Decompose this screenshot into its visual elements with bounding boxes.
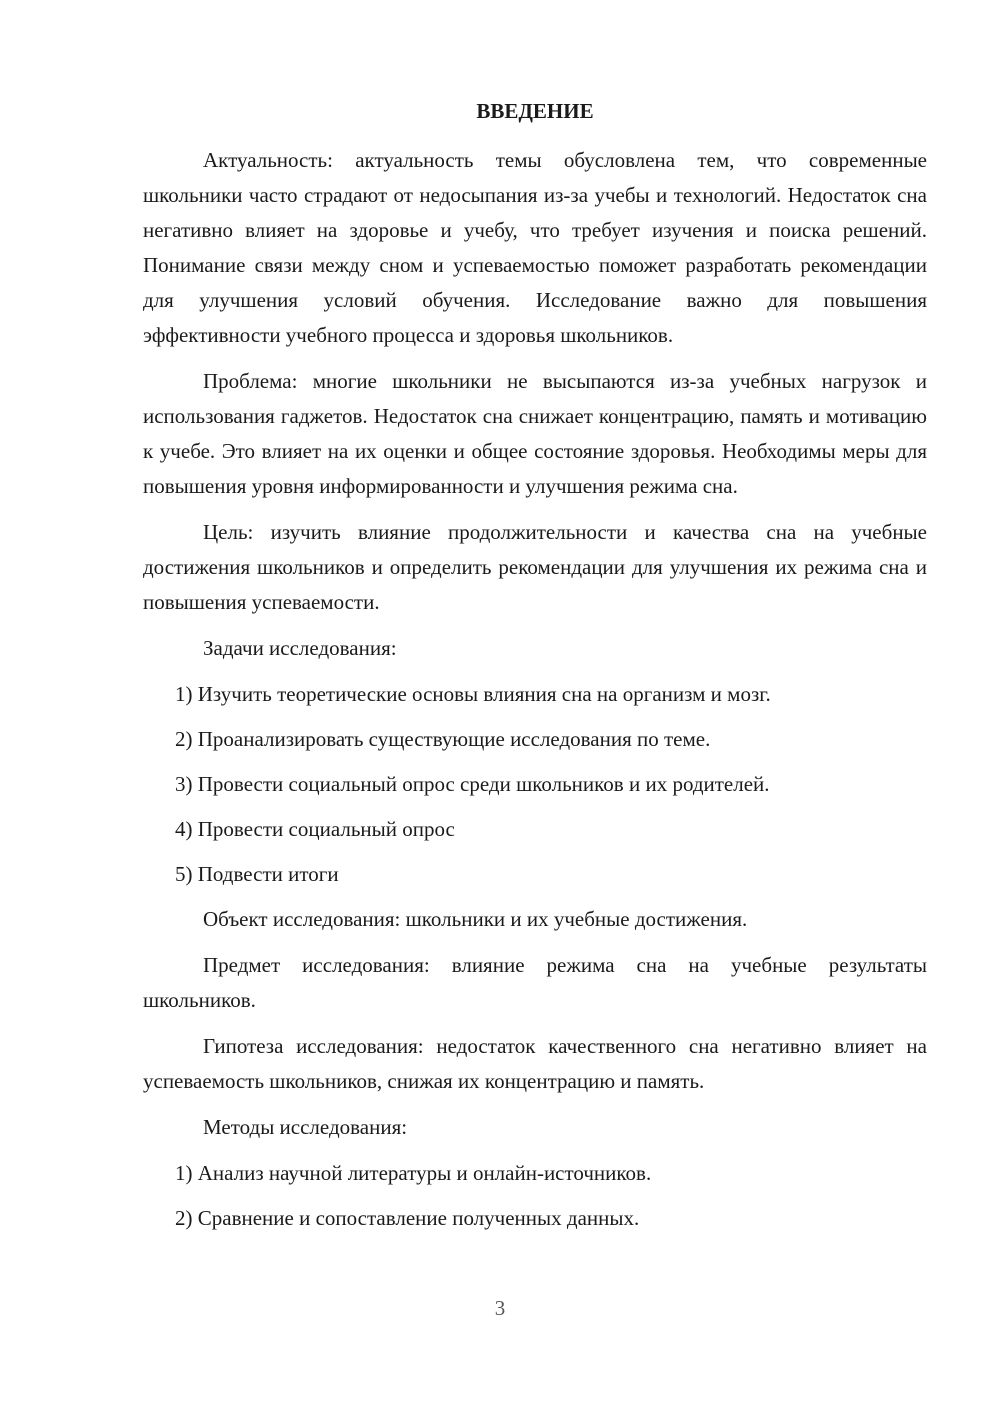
page-number: 3 xyxy=(494,1296,506,1320)
hypothesis-paragraph: Гипотеза исследования: недостаток качественного сна негативно влияет на успеваемость школьников, снижая их концентрацию и память. xyxy=(143,1034,927,1093)
list-item: 3) Провести социальный опрос среди школьников и их родителей. xyxy=(175,772,770,796)
problem-paragraph: Проблема: многие школьники не высыпаются из-за учебных нагрузок и использования гаджетов. Недостаток сна снижает концентрацию, память и мотивацию к учебе. Это влияет на их оценки и общее состояние здоровья. Необходимы меры для повышения уровня информированности и улучшения режима сна. xyxy=(143,369,927,498)
section-title: ВВЕДЕНИЕ xyxy=(476,99,594,123)
subject-paragraph: Предмет исследования: влияние режима сна на учебные результаты школьников. xyxy=(143,953,927,1012)
goal-paragraph: Цель: изучить влияние продолжительности и качества сна на учебные достижения школьников и определить рекомендации для улучшения их режима сна и повышения успеваемости. xyxy=(143,520,927,614)
tasks-list xyxy=(143,677,927,892)
list-item: 1) Анализ научной литературы и онлайн-источников. xyxy=(175,1161,652,1185)
list-item: 1) Изучить теоретические основы влияния сна на организм и мозг. xyxy=(175,682,771,706)
methods-list xyxy=(143,1156,927,1236)
tasks-heading: Задачи исследования: xyxy=(203,636,397,660)
list-item: 5) Подвести итоги xyxy=(175,862,339,886)
list-item: 2) Сравнение и сопоставление полученных данных. xyxy=(175,1206,640,1230)
methods-heading: Методы исследования: xyxy=(203,1115,408,1139)
list-item: 4) Провести социальный опрос xyxy=(175,817,455,841)
relevance-paragraph: Актуальность: актуальность темы обусловлена тем, что современные школьники часто страдают от недосыпания из-за учебы и технологий. Недостаток сна негативно влияет на здоровье и учебу, что требует изучения и поиска решений. Понимание связи между сном и успеваемостью поможет разработать рекомендации для улучшения условий обучения. Исследование важно для повышения эффективности учебного процесса и здоровья школьников. xyxy=(143,148,927,347)
list-item: 2) Проанализировать существующие исследования по теме. xyxy=(175,727,711,751)
document-page xyxy=(143,94,927,1246)
object-paragraph: Объект исследования: школьники и их учебные достижения. xyxy=(203,907,748,931)
